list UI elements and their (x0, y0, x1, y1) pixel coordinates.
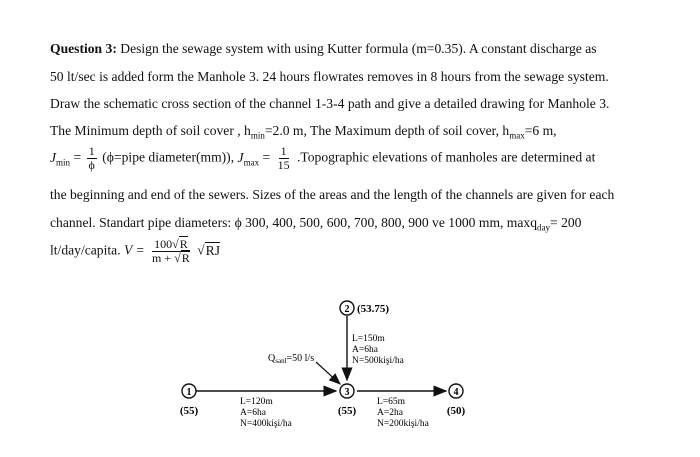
jmin-fraction: $\frac{1}{\phi}$ (88, 144, 95, 172)
qsanl-label: $Q_{sanl}=50$ l/s (268, 353, 315, 365)
segment-2-3-area: A=6ha (352, 345, 378, 355)
manhole-4-elevation: (50) (446, 405, 466, 417)
velocity-symbol: V = (124, 242, 145, 258)
question-line-6: the beginning and end of the sewers. Sizes of the areas and the length of the channels are given for each (50, 187, 615, 202)
segment-3-4-length: L=65m (377, 397, 406, 407)
segment-3-4-area: A=2ha (377, 408, 403, 418)
jmin-note: (ϕ=pipe diameter(mm)), (102, 149, 235, 165)
hmax-subscript: max (509, 130, 525, 141)
question-line-3: Draw the schematic cross section of the channel 1-3-4 path and give a detailed drawing for Manhole 3. (50, 96, 610, 111)
kutter-fraction: $\frac{100√R}{m + √R}$ (152, 237, 190, 265)
manhole-2-id: 2 (344, 304, 350, 315)
qsanl-arrow (316, 362, 340, 384)
question-label: Question 3: (50, 41, 117, 56)
segment-3-4-population: N=200kişi/ha (377, 419, 429, 429)
manhole-1-elevation: (55) (179, 405, 199, 417)
segment-1-3-area: A=6ha (240, 408, 266, 418)
manhole-3-elevation: (55) (337, 405, 357, 417)
kutter-sqrt-rj: √RJ (197, 242, 220, 258)
jmax-symbol: $J_{max}$ (237, 149, 260, 168)
manhole-3-id: 3 (344, 387, 350, 398)
segment-2-3-population: N=500kişi/ha (352, 356, 404, 366)
per-capita-text: lt/day/capita. (50, 242, 121, 258)
manhole-2-elevation: (53.75) (357, 303, 390, 315)
question-line-2: 50 lt/sec is added form the Manhole 3. 24 hours flowrates removes in 8 hours from the sewage system. (50, 69, 609, 84)
hmin-subscript: min (250, 130, 265, 141)
jmax-fraction: $\frac{1}{15}$ (277, 144, 290, 172)
topography-text: .Topographic elevations of manholes are determined at (296, 149, 596, 165)
hmax-text: =2.0 m, The Maximum depth of soil cover, h (264, 123, 510, 138)
jmin-symbol: $J_{min}$ (50, 149, 71, 168)
question-line-7: channel. Standart pipe diameters: ϕ 300, 400, 500, 600, 700, 800, 900 ve 1000 mm, maxq$_{day}$= 200 (50, 215, 582, 233)
hmin-text: The Minimum depth of soil cover , h (50, 123, 251, 138)
slope-equations-line: $J_{min}$ = $\frac{1}{\phi}$ (ϕ=pipe diameter(mm)), $J_{max}$ = $\frac{1}{15}$ .Topographic elevations of manholes are determined at (50, 144, 596, 172)
question-text-1: Design the sewage system with using Kutter formula (m=0.35). A constant discharge as (120, 41, 597, 56)
hmax-value: =6 m, (524, 123, 557, 138)
segment-1-3-population: N=400kişi/ha (240, 419, 292, 429)
segment-1-3-length: L=120m (240, 397, 273, 407)
manhole-4-id: 4 (453, 387, 459, 398)
segment-2-3-length: L=150m (352, 334, 385, 344)
manhole-1-id: 1 (186, 387, 192, 398)
